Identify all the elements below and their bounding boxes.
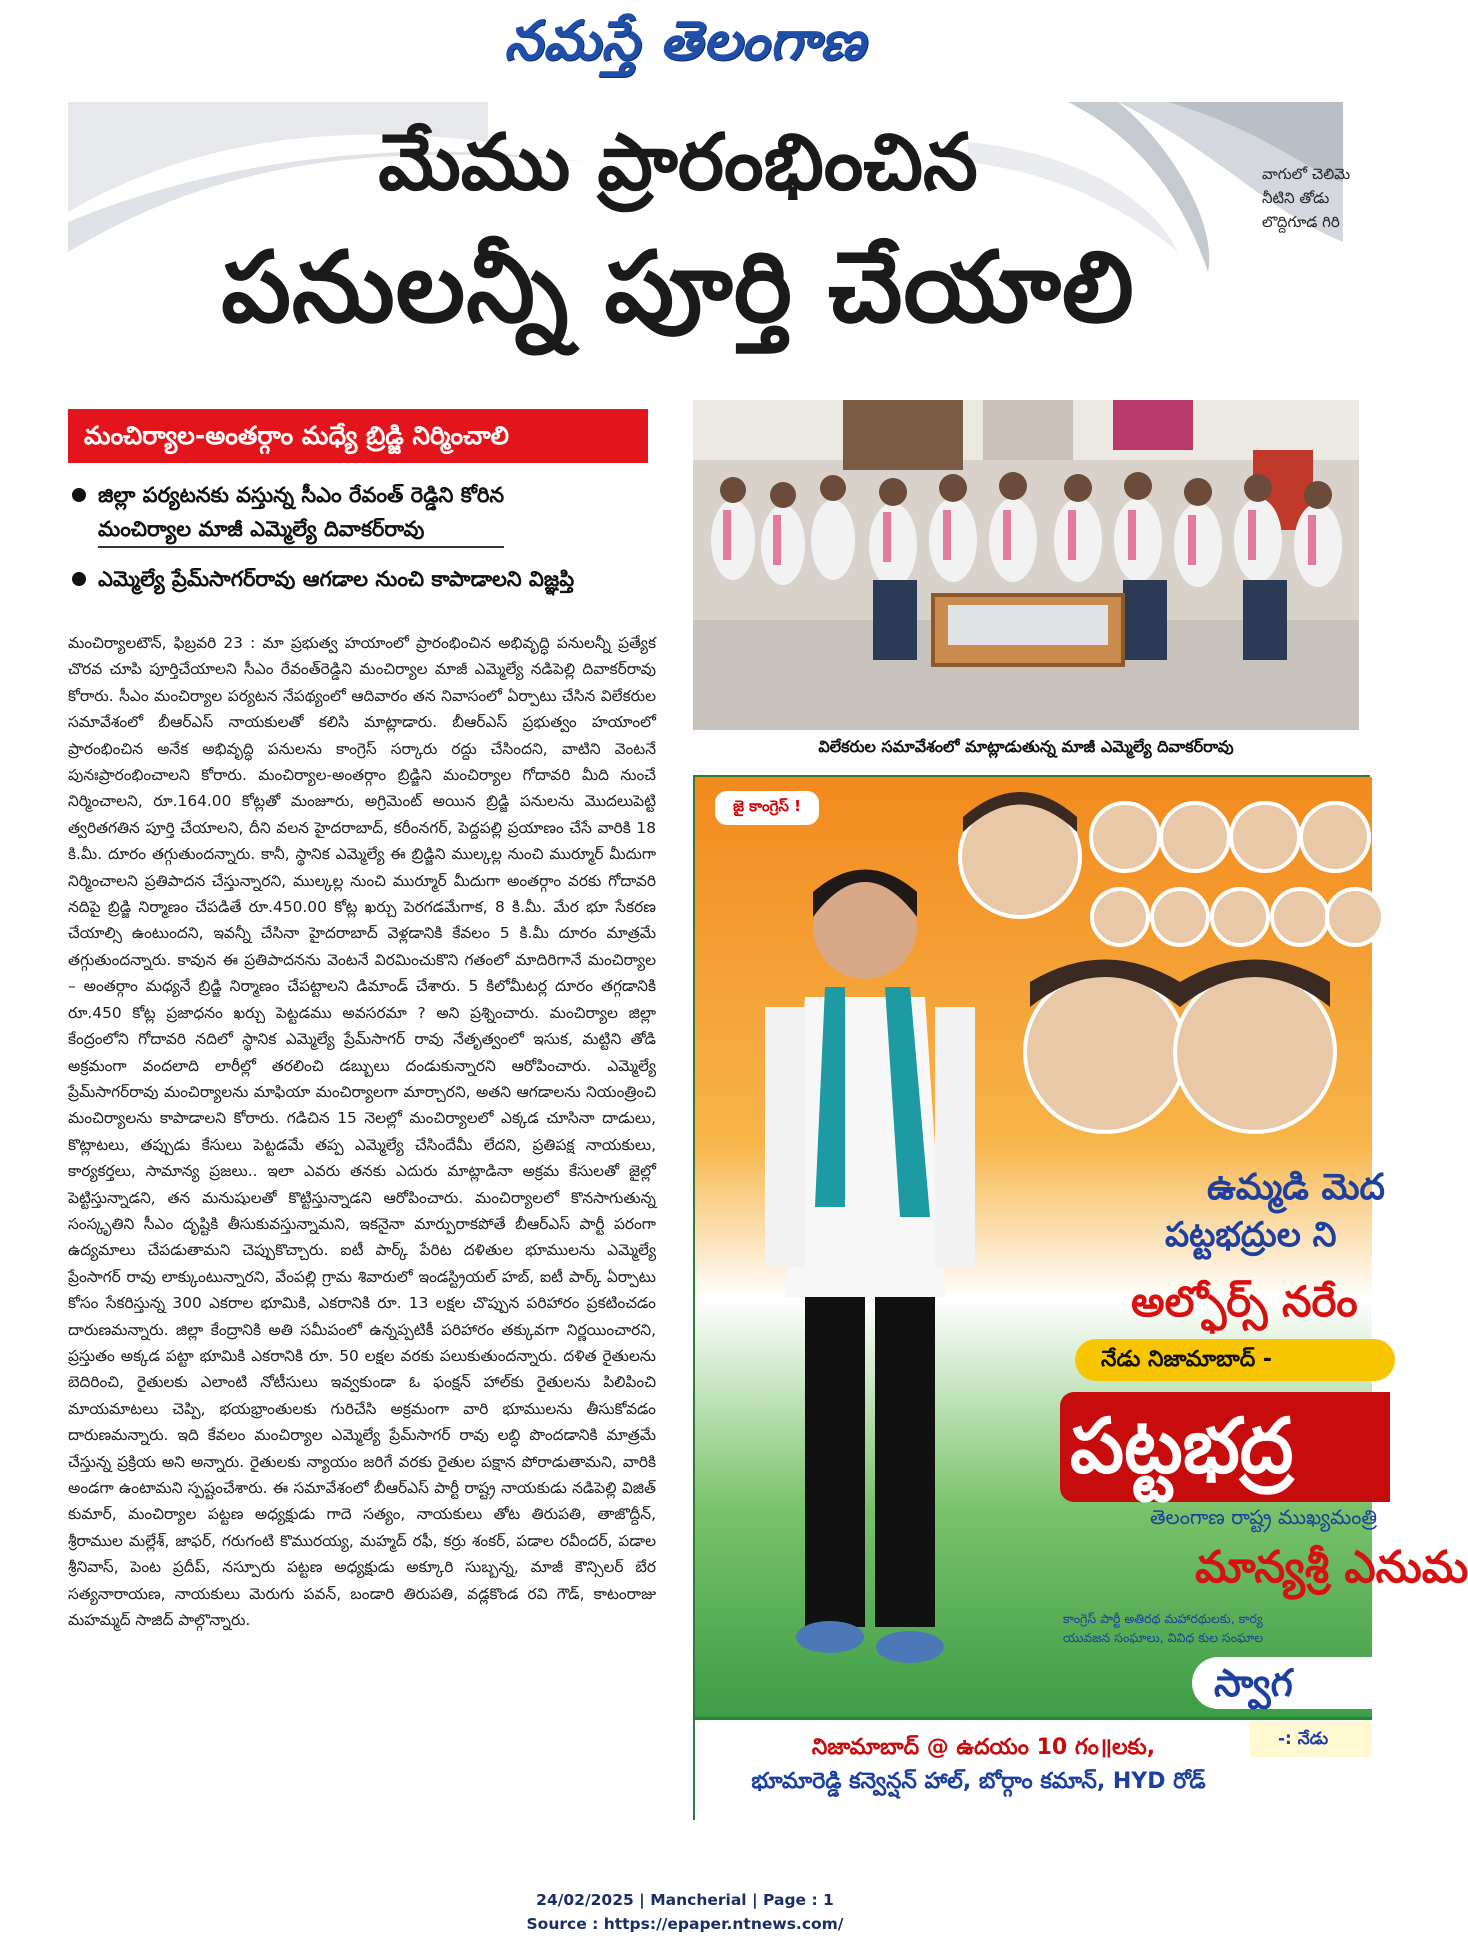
ad-venue-time: నిజామాబాద్ @ ఉదయం 10 గం॥లకు, [811, 1735, 1156, 1760]
headline-line-2: పనులన్నీ పూర్తి చేయాలి [221, 231, 1135, 345]
ad-heading-line: ఉమ్మడి మెద [1207, 1167, 1385, 1208]
bullet-text: జిల్లా పర్యటనకు వస్తున్న సీఎం రేవంత్ రెడ్డిని కోరిన మంచిర్యాల మాజీ ఎమ్మెల్యే దివాకర్‌రావు [98, 478, 504, 548]
ad-slogan-tag: జై కాంగ్రెస్ ! [715, 791, 819, 825]
bullet-item [68, 478, 658, 548]
ad-invite-line: కాంగ్రెస్ పార్టీ అతిరథ మహారథులకు, కార్య [1063, 1611, 1263, 1626]
photo-caption: విలేకరుల సమావేశంలో మాట్లాడుతున్న మాజీ ఎమ్మెల్యే దివాకర్‌రావు [818, 737, 1234, 756]
footer-date-edition: 24/02/2025 | Mancherial | Page : 1 [536, 1891, 834, 1909]
bullet-list [68, 478, 658, 610]
ad-heading-line: పట్టభద్రుల ని [1165, 1215, 1337, 1255]
ad-date-pill: నేడు నిజామాబాద్ - [1075, 1339, 1395, 1381]
ad-designation: తెలంగాణ రాష్ట్ర ముఖ్యమంత్రి [1150, 1505, 1378, 1529]
page-footer [0, 1888, 1370, 1936]
headline-line-1: మేము ప్రారంభించిన [378, 118, 978, 208]
ad-invite-text [1063, 1609, 1363, 1647]
bullet-dot-icon [72, 488, 86, 502]
headline [103, 108, 1253, 358]
newspaper-logo: నమస్తే తెలంగాణ [504, 8, 866, 72]
ad-today-label: -: నేడు [1250, 1721, 1372, 1757]
ad-big-title: పట్టభద్ర [1060, 1392, 1390, 1502]
ad-guest-name: మాన్యశ్రీ ఎనుమ [1195, 1542, 1468, 1593]
ad-invite-line: యువజన సంఘాలు, వివిధ కుల సంఘాల [1063, 1630, 1264, 1645]
subheadline: మంచిర్యాల-అంతర్గాం మధ్యే బ్రిడ్జి నిర్మించాలి [68, 409, 648, 463]
article-body: మంచిర్యాలటౌన్, ఫిబ్రవరి 23 : మా ప్రభుత్వ హయాంలో ప్రారంభించిన అభివృద్ధి పనులన్నీ ప్రత్యేక చొరవ చూపి పూర్తిచేయాలని సీఎం రేవంత్‌రెడ్డిని మంచిర్యాల మాజీ ఎమ్మెల్యే నడిపెల్లి దివాకర్‌రావు కోరారు. సీఎం మంచిర్యాల పర్యటన నేపథ్యంలో ఆదివారం తన నివాసంలో ఏర్పాటు చేసిన విలేకరుల సమావేశంలో బీఆర్‌ఎస్ నాయకులతో కలిసి మాట్లాడారు. బీఆర్‌ఎస్ ప్రభుత్వం హయాంలో ప్రారంభించిన అనేక అభివృద్ధి పనులను కాంగ్రెస్ సర్కారు రద్దు చేసిందని, వాటిని వెంటనే పునఃప్రారంభించాలని కోరారు. మంచిర్యాల-అంతర్గాం బ్రిడ్జిని మంచిర్యాల గోదావరి మీది నుంచే నిర్మించాలని, రూ.164.00 కోట్లతో మంజూరు, అగ్రిమెంట్ అయిన బ్రిడ్జి పనులను మొదలుపెట్టి త్వరితగతిన పూర్తి చేయాలని, దీని వలన హైదరాబాద్, కరీంనగర్, పెద్దపల్లి ప్రయాణం చేసే వారికి 18 కి.మీ. దూరం తగ్గుతుందన్నారు. కానీ, స్థానిక ఎమ్మెల్యే ఈ బ్రిడ్జిని ముల్కల్ల నుంచి ముర్మూర్ మీదుగా నిర్మించాలని ప్రతిపాదన చేస్తున్నారని, ముల్కల్ల నుంచి ముర్మూర్ మీదుగా అంతర్గాం వరకు గోదావరి నదిపై బ్రిడ్జి నిర్మాణం చేపడితే రూ.450.00 కోట్ల ఖర్చు పెరగడమేగాక, 8 కి.మీ. మేర భూ సేకరణ చేయాల్సి ఉంటుందని, ఇవన్నీ చేసినా హైదరాబాద్ వెళ్లడానికి కేవలం 5 కి.మీ దూరం మాత్రమే తగ్గుతుందన్నారు. కావున ఈ ప్రతిపాదనను వెంటనే విరమించుకొని గతంలో మాదిరిగానే మంచిర్యాల – అంతర్గాం మధ్యనే బ్రిడ్జి నిర్మాణం చేపట్టాలని డిమాండ్ చేశారు. 5 కిలోమీటర్ల దూరం తగ్గడానికి రూ.450 కోట్ల ప్రజాధనం ఖర్చు పెట్టడము అవసరమా ? అని ప్రశ్నించారు. మంచిర్యాల జిల్లా కేంద్రంలోని గోదావరి నదిలో స్థానిక ఎమ్మెల్యే ప్రేమ్‌సాగర్ రావు నేతృత్వంలో ఇసుక, మట్టిని తోడి అక్రమంగా వందలాది లారీల్లో తరలించి డబ్బులు దండుకున్నారని ఆరోపించారు. ఎమ్మెల్యే ప్రేమ్‌సాగర్‌రావు మంచిర్యాలను మాఫియా మంచిర్యాలగా మార్చారని, అతని ఆగడాలను నియంత్రించి మంచిర్యాలను కాపాడాలని కోరారు. గడిచిన 15 నెలల్లో మంచిర్యాలలో ఎక్కడ చూసినా దాడులు, కొట్లాటలు, తప్పుడు కేసులు పెట్టడమే తప్ప ఎమ్మెల్యే చేసిందేమీ లేదని, ప్రతిపక్ష నాయకులు, కార్యకర్తలు, సామాన్య ప్రజలు.. ఇలా ఎవరు తనకు ఎదురు మాట్లాడినా అక్రమ కేసులతో జైల్లో పెట్టిస్తున్నాడని, తన మనుషులతో కొట్టిస్తున్నాడని ఆరోపించారు. మంచిర్యాలలో కొనసాగుతున్న సంస్కృతిని సీఎం దృష్టికి తీసుకువస్తున్నామని, ఇకనైనా మార్పురాకపోతే బీఆర్‌ఎస్ పార్టీ పరంగా ఉద్యమాలు చేపడుతామని చెప్పుకొచ్చారు. ఐటీ పార్క్ పేరిట దళితుల భూములను ఎమ్మెల్యే ప్రేంసాగర్ రావు లాక్కుంటున్నారని, వేంపల్లి గ్రామ శివారులో ఇండస్ట్రియల్ హబ్, ఐటీ పార్క్ ఏర్పాటు కోసం సేకరిస్తున్న 300 ఎకరాల భూమికి, ఎకరానికి రూ. 13 లక్షల చొప్పున పరిహారం ప్రకటించడం దారుణమన్నారు. జిల్లా కేంద్రానికి అతి సమీపంలో ఉన్నప్పటికీ పరిహారం తక్కువగా నిర్ణయించారని, ప్రస్తుతం అక్కడ పట్టా భూమికి ఎకరానికి రూ. 50 లక్షల వరకు పలుకుతుందన్నారు. దళిత రైతులను బెదిరించి, రైతులకు ఎలాంటి నోటీసులు ఇవ్వకుండా ఓ ఫంక్షన్ హాల్‌కు రైతులను పిలిపించి మాయమాటలు చెప్పి, భయభ్రాంతులకు గురిచేసి అక్రమంగా వారి భూములను తీసుకోవడం దారుణమన్నారు. ఇది కేవలం మంచిర్యాల ఎమ్మెల్యే ప్రేమ్‌సాగర్ రావు లబ్ధి పొందడానికి మాత్రమే చేస్తున్న ప్రక్రియ అని అన్నారు. రైతులకు న్యాయం జరిగే వరకు రైతుల పక్షాన పోరాడుతామని, వారికి అండగా ఉంటామని స్పష్టంచేశారు. ఈ సమావేశంలో బీఆర్‌ఎస్ పార్టీ రాష్ట్ర నాయకుడు నడిపెల్లి విజిత్ కుమార్, మంచిర్యాల పట్టణ అధ్యక్షుడు గాదె సత్యం, నాయకులు తోట తిరుపతి, తాజొద్దీన్, శ్రీరాముల మల్లేశ్, జాఫర్, గరుగంటి కొమురయ్య, మహ్మద్ రఫీ, కర్రు శంకర్, పడాల రవీందర్, పడాల శ్రీనివాస్, పెంట ప్రదీప్, నస్పూరు పట్టణ అధ్యక్షుడు అక్కూరి సుబ్బన్న, మాజీ కౌన్సిలర్ బేర సత్యనారాయణ, నాయకులు మెరుగు పవన్, బండారి తిరుపతి, వడ్లకొండ రవి గౌడ్, కాటంరాజు మహమ్మద్ సాజిద్ పాల్గొన్నారు. [68, 634, 656, 1630]
side-teaser-line: వాగులో చెలిమె [1262, 165, 1351, 183]
ad-welcome-banner: స్వాగ [1192, 1657, 1372, 1709]
bullet-item [68, 562, 658, 596]
side-teaser-line: లొద్దిగూడ గిరి [1262, 213, 1340, 231]
bullet-dot-icon [72, 572, 86, 586]
press-meet-photo-illustration [693, 400, 1359, 730]
side-teaser [1262, 162, 1370, 234]
ad-candidate-name: అల్ఫోర్స్ నరేం [1131, 1277, 1358, 1326]
side-teaser-line: నీటిని తోడు [1262, 189, 1330, 207]
footer-source-link[interactable]: Source : https://epaper.ntnews.com/ [526, 1915, 844, 1933]
masthead [0, 8, 1370, 78]
headline-band [68, 102, 1343, 374]
ad-venue-address: భూమారెడ్డి కన్వెన్షన్ హాల్, బోర్గాం కమాన్, HYD రోడ్ [751, 1769, 1206, 1794]
press-meet-photo [693, 400, 1359, 730]
bullet-text: ఎమ్మెల్యే ప్రేమ్‌సాగర్‌రావు ఆగడాల నుంచి కాపాడాలని విజ్ఞప్తి [98, 567, 575, 591]
ad-venue [695, 1732, 1372, 1800]
congress-advertisement [693, 775, 1468, 1820]
